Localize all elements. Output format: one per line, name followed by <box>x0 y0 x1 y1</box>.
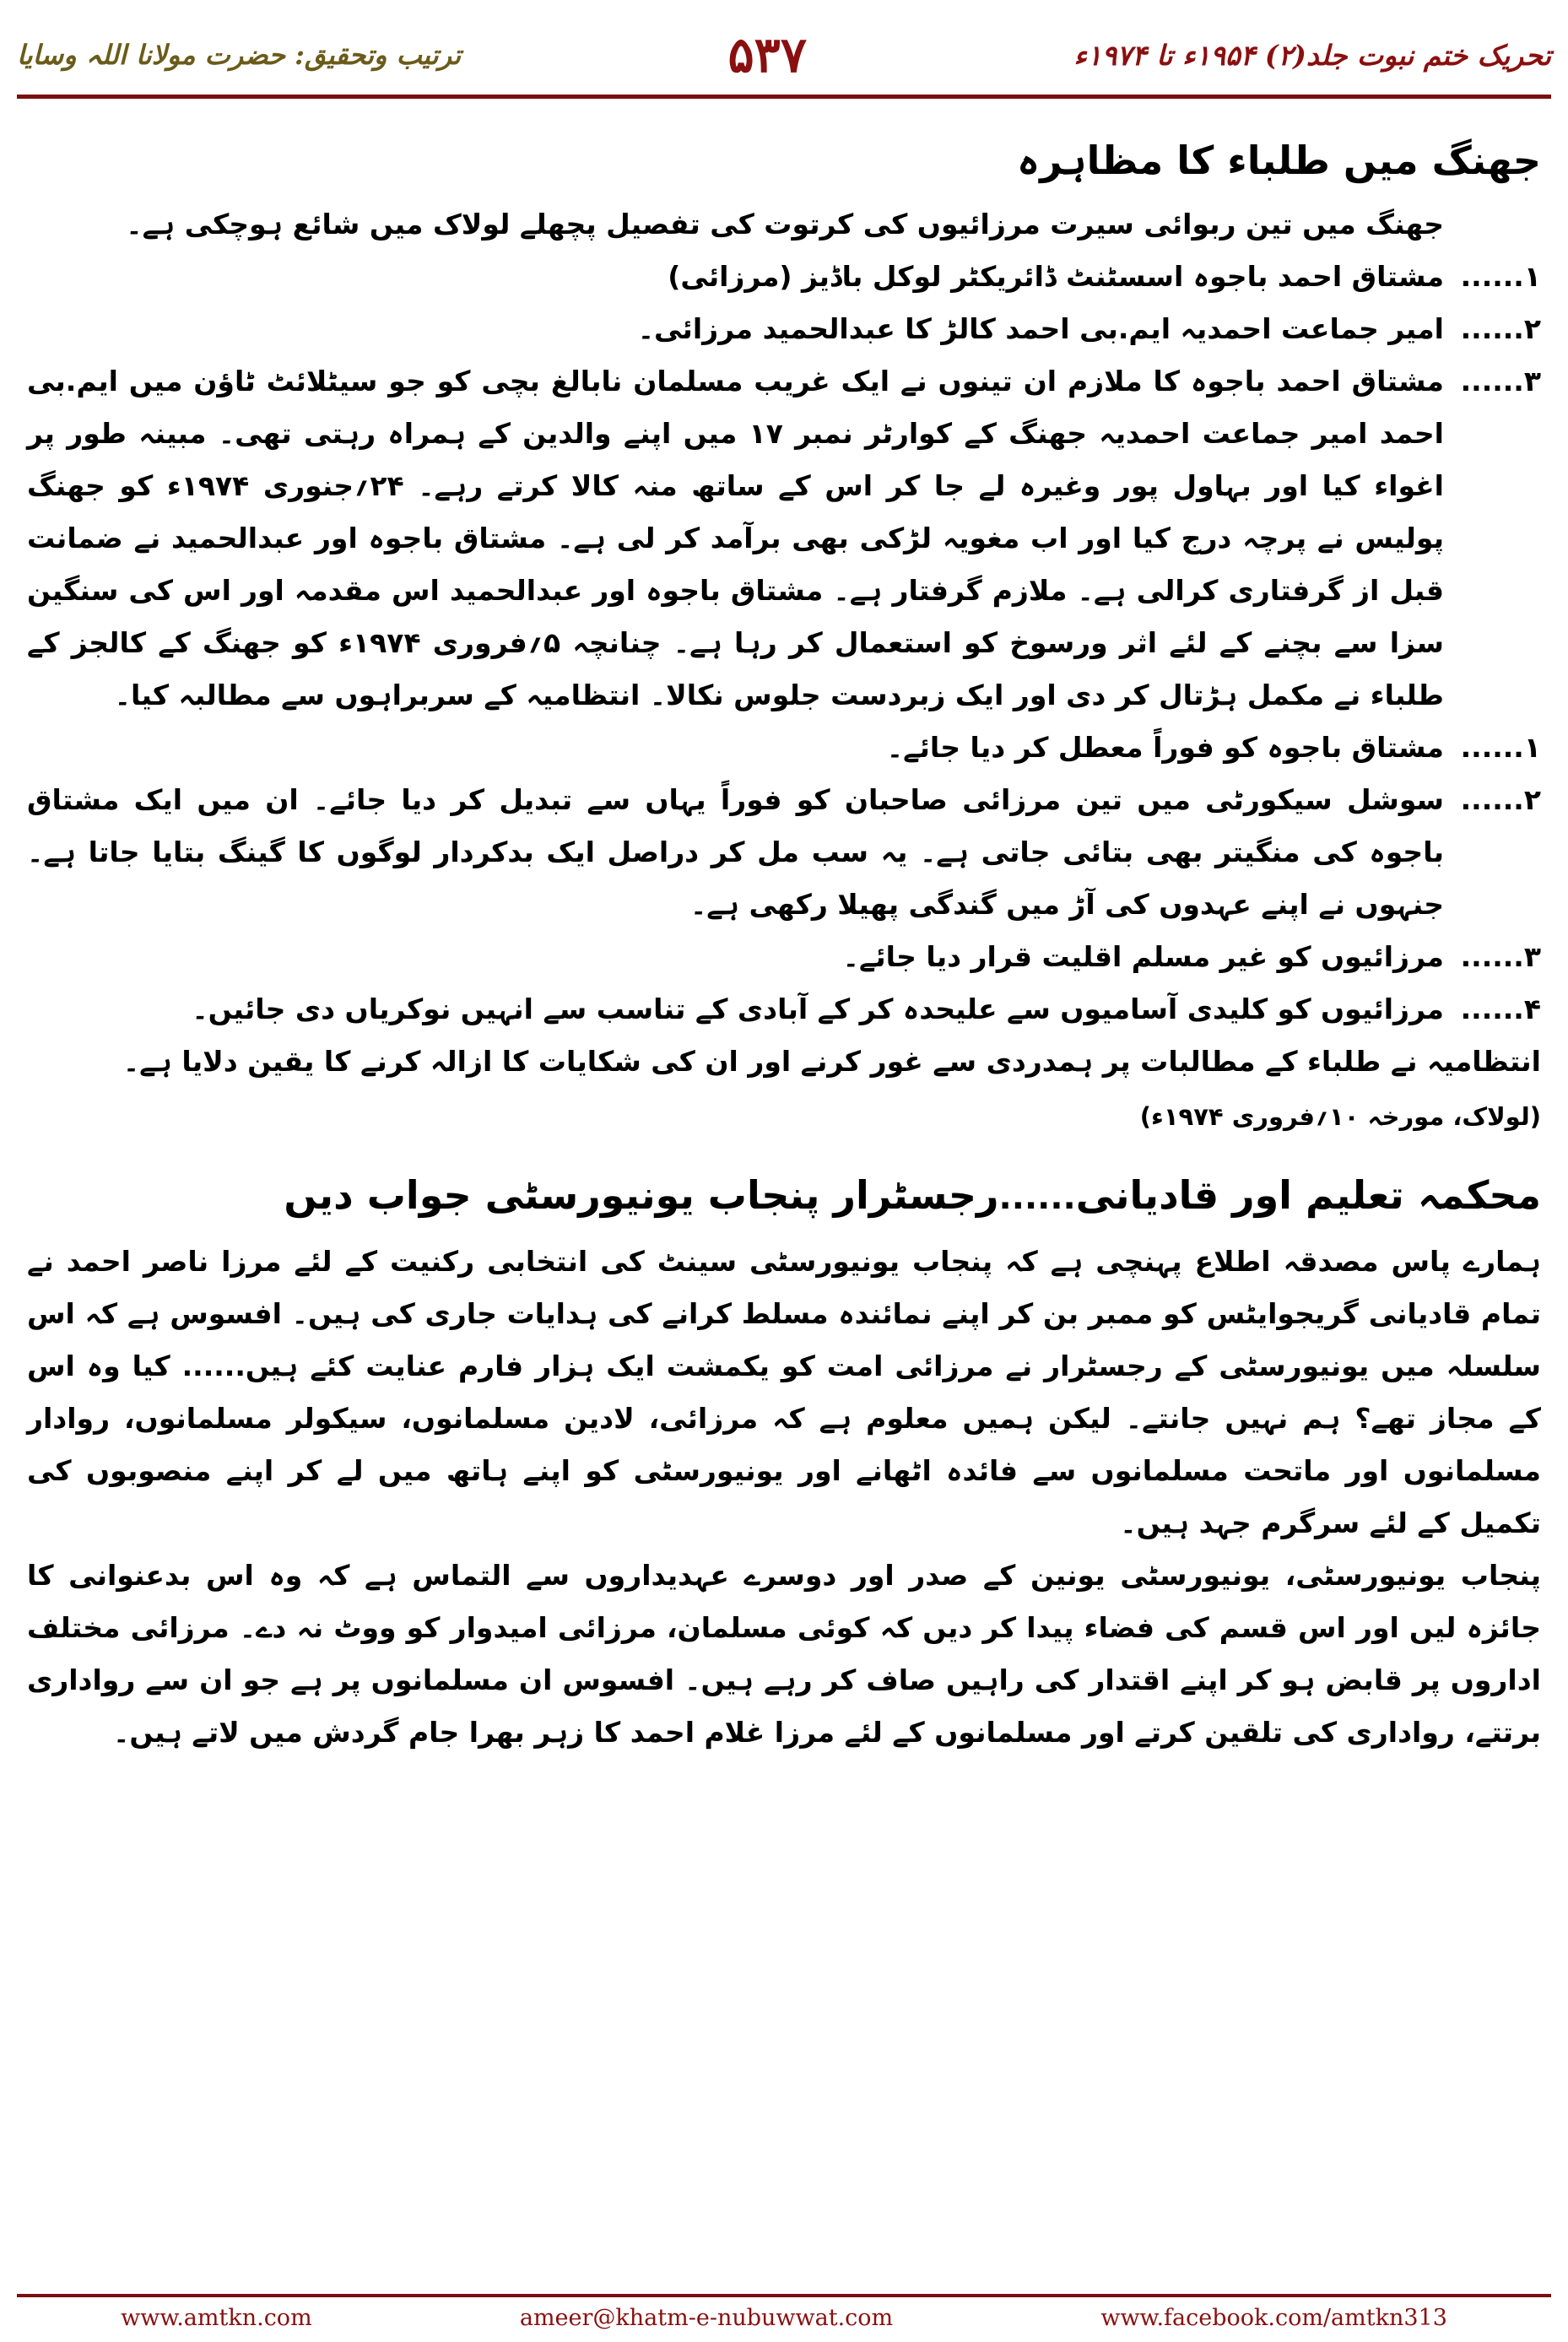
compiler-credit: ترتیب وتحقیق: حضرت مولانا اللہ وسایا <box>17 39 462 71</box>
section-heading: جھنگ میں طلباء کا مظاہرہ <box>1017 138 1541 183</box>
list-item-number: ۲...... <box>1460 312 1541 345</box>
list-item <box>27 355 1541 722</box>
facebook-link[interactable]: www.facebook.com/amtkn313 <box>1100 2304 1447 2331</box>
website-link[interactable]: www.amtkn.com <box>121 2304 312 2331</box>
accused-list <box>27 251 1541 722</box>
list-item <box>27 983 1541 1036</box>
intro-paragraph: جھنگ میں تین ربوائی سیرت مرزائیوں کی کرتوت کی تفصیل پچھلے لولاک میں شائع ہوچکی ہے۔ <box>126 208 1444 241</box>
list-item-text: مرزائیوں کو غیر مسلم اقلیت قرار دیا جائے۔ <box>842 940 1444 973</box>
list-item <box>27 251 1541 303</box>
series-title: تحریک ختم نبوت جلد(۲) ۱۹۵۴ء تا ۱۹۷۴ء <box>1073 38 1551 72</box>
source-citation <box>27 1091 1541 1142</box>
heading-main: محکمہ تعلیم اور قادیانی <box>1075 1172 1541 1218</box>
closing-paragraph: انتظامیہ نے طلباء کے مطالبات پر ہمدردی سے غور کرنے اور ان کی شکایات کا ازالہ کرنے کا یقین دلایا ہے۔ <box>122 1045 1541 1078</box>
list-item-number: ۳...... <box>1460 365 1541 398</box>
section-jhang-protest <box>27 122 1541 1142</box>
article-body <box>27 122 1541 1759</box>
body-paragraph: پنجاب یونیورسٹی، یونیورسٹی یونین کے صدر اور دوسرے عہدیداروں سے التماس ہے کہ وہ اس بدعنوانی کا جائزہ لیں اور اس قسم کی فضاء پیدا کر دیں کہ کوئی مسلمان، مرزائی امیدوار کو ووٹ نہ دے۔ مرزائی مختلف اداروں پر قابض ہو کر اپنے اقتدار کی راہیں صاف کر رہے ہیں۔ افسوس ان مسلمانوں پر ہے جو ان سے رواداری برتتے، رواداری کی تلقین کرتے اور مسلمانوں کے لئے مرزا غلام احمد کا زہر بھرا جام گردش میں لاتے ہیں۔ <box>27 1559 1541 1749</box>
list-item-number: ۲...... <box>1460 783 1541 816</box>
page-footer <box>17 2301 1551 2334</box>
body-paragraph: ہمارے پاس مصدقہ اطلاع پہنچی ہے کہ پنجاب یونیورسٹی سینٹ کی انتخابی رکنیت کے لئے مرزا ناصر احمد نے تمام قادیانی گریجوایٹس کو ممبر بن کر اپنے نمائندہ مسلط کرانے کی ہدایات جاری کی ہیں۔ افسوس ہے کہ اس سلسلہ میں یونیورسٹی کے رجسٹرار نے مرزائی امت کو یکمشت ایک ہزار فارم عنایت کئے ہیں...... کیا وہ اس کے مجاز تھے؟ ہم نہیں جانتے۔ لیکن ہمیں معلوم ہے کہ مرزائی، لادین مسلمانوں، سیکولر مسلمانوں، روادار مسلمانوں اور ماتحت مسلمانوں سے فائدہ اٹھانے اور یونیورسٹی کو اپنے ہاتھ میں لے کر اپنے منصوبوں کی تکمیل کے لئے سرگرم جہد ہیں۔ <box>27 1245 1541 1539</box>
heading-sub: رجسٹرار پنجاب یونیورسٹی جواب دیں <box>284 1172 999 1218</box>
section-heading <box>27 1157 1541 1236</box>
footer-divider <box>17 2294 1551 2297</box>
list-item-text: مشتاق احمد باجوہ کا ملازم ان تینوں نے ایک غریب مسلمان نابالغ بچی کو جو سیٹلائٹ ٹاؤن میں ایم.بی احمد امیر جماعت احمدیہ جھنگ کے کوارٹر نمبر ۱۷ میں اپنے والدین کے ہمراہ رہتی تھی۔ مبینہ طور پر اغواء کیا اور بہاول پور وغیرہ لے جا کر اس کے ساتھ منہ کالا کرتے رہے۔ ۲۴؍جنوری ۱۹۷۴ء کو جھنگ پولیس نے پرچہ درج کیا اور اب مغویہ لڑکی بھی برآمد کر لی ہے۔ مشتاق باجوہ اور عبدالحمید نے ضمانت قبل از گرفتاری کرالی ہے۔ ملازم گرفتار ہے۔ مشتاق باجوہ اور عبدالحمید اس مقدمہ اور اس کی سنگین سزا سے بچنے کے لئے اثر ورسوخ کو استعمال کر رہا ہے۔ چنانچہ ۵؍فروری ۱۹۷۴ء کو جھنگ کے کالجز کے طلباء نے مکمل ہڑتال کر دی اور ایک زبردست جلوس نکالا۔ انتظامیہ کے سربراہوں سے مطالبہ کیا۔ <box>27 365 1444 711</box>
list-item-number: ۴...... <box>1460 993 1541 1025</box>
list-item-number: ۱...... <box>1460 731 1541 764</box>
list-item-text: امیر جماعت احمدیہ ایم.بی احمد کالڑ کا عبدالحمید مرزائی۔ <box>637 312 1444 345</box>
demands-list <box>27 722 1541 1036</box>
list-item <box>27 774 1541 931</box>
list-item-number: ۱...... <box>1460 260 1541 293</box>
list-item-text: مشتاق باجوہ کو فوراً معطل کر دیا جائے۔ <box>886 731 1444 764</box>
list-item-text: سوشل سیکورٹی میں تین مرزائی صاحبان کو فوراً یہاں سے تبدیل کر دیا جائے۔ ان میں ایک مشتاق باجوہ کی منگیتر بھی بتائی جاتی ہے۔ یہ سب مل کر دراصل ایک بدکردار لوگوں کا گینگ بتایا جاتا ہے۔ جنہوں نے اپنے عہدوں کی آڑ میں گندگی پھیلا رکھی ہے۔ <box>27 783 1444 921</box>
header-divider <box>17 95 1551 99</box>
source-citation-text: (لولاک، مورخہ ۱۰؍فروری ۱۹۷۴ء) <box>1139 1102 1541 1131</box>
heading-separator: ...... <box>998 1178 1076 1217</box>
page-number: ۵۳۷ <box>727 26 807 84</box>
list-item <box>27 303 1541 355</box>
list-item-text: مشتاق احمد باجوہ اسسٹنٹ ڈائریکٹر لوکل باڈیز (مرزائی) <box>668 260 1444 293</box>
list-item <box>27 722 1541 774</box>
email-link[interactable]: ameer@khatm-e-nubuwwat.com <box>519 2304 894 2331</box>
list-item-text: مرزائیوں کو کلیدی آسامیوں سے علیحدہ کر کے آبادی کے تناسب سے انہیں نوکریاں دی جائیں۔ <box>192 993 1444 1025</box>
list-item <box>27 931 1541 983</box>
section-education-department <box>27 1157 1541 1759</box>
page-header <box>17 17 1551 93</box>
list-item-number: ۳...... <box>1460 940 1541 973</box>
